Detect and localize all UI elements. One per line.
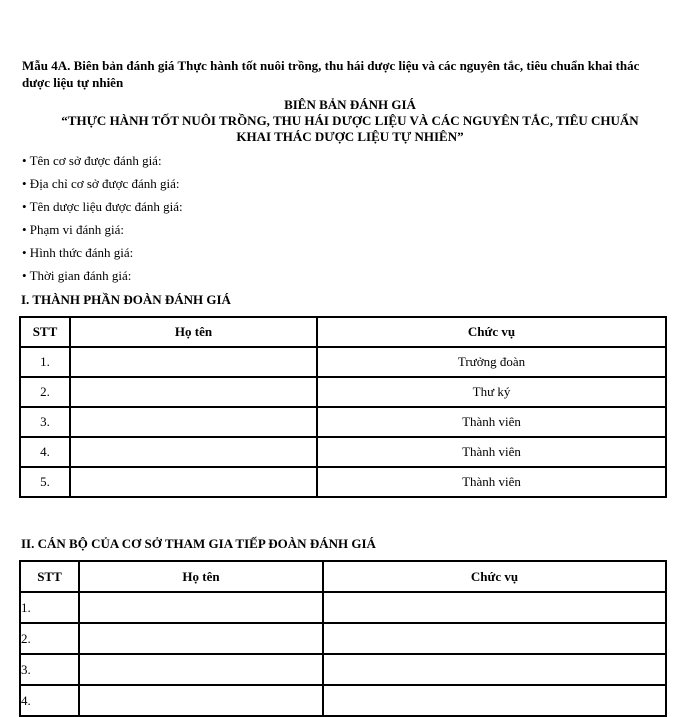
cell-role: Thư ký — [317, 377, 666, 407]
cell-name[interactable] — [70, 437, 317, 467]
cell-name[interactable] — [70, 377, 317, 407]
cell-role[interactable] — [323, 685, 666, 716]
table-header-row — [20, 317, 666, 347]
header-stt: STT — [20, 317, 70, 347]
cell-role: Thành viên — [317, 467, 666, 497]
cell-role[interactable] — [323, 654, 666, 685]
table-row — [20, 654, 666, 685]
cell-role: Thành viên — [317, 407, 666, 437]
assessment-team-table — [19, 316, 667, 498]
info-fields — [22, 152, 662, 290]
table-row — [20, 377, 666, 407]
field-herb-name: • Tên dược liệu được đánh giá: — [22, 199, 183, 214]
table-row — [20, 685, 666, 716]
cell-role[interactable] — [323, 592, 666, 623]
cell-name[interactable] — [70, 347, 317, 377]
facility-staff-table — [19, 560, 667, 717]
table-header-row — [20, 561, 666, 592]
cell-stt: 4. — [20, 437, 70, 467]
table-row — [20, 347, 666, 377]
document-title — [20, 97, 680, 145]
table-row — [20, 592, 666, 623]
form-heading: Mẫu 4A. Biên bản đánh giá Thực hành tốt nuôi trồng, thu hái dược liệu và các nguyên tắc, tiêu chuẩn khai thác dược liệu tự nhiên — [22, 58, 640, 90]
cell-role[interactable] — [323, 623, 666, 654]
header-name: Họ tên — [79, 561, 323, 592]
cell-stt: 1. — [20, 347, 70, 377]
table-row — [20, 623, 666, 654]
title-line-2: “THỰC HÀNH TỐT NUÔI TRỒNG, THU HÁI DƯỢC LIỆU VÀ CÁC NGUYÊN TẮC, TIÊU CHUẨN — [61, 113, 639, 128]
cell-stt: 3. — [20, 654, 79, 685]
table-row — [20, 437, 666, 467]
cell-role: Thành viên — [317, 437, 666, 467]
cell-name[interactable] — [79, 623, 323, 654]
field-assessment-form: • Hình thức đánh giá: — [22, 245, 134, 260]
cell-name[interactable] — [79, 685, 323, 716]
field-scope: • Phạm vi đánh giá: — [22, 222, 125, 237]
title-line-1: BIÊN BẢN ĐÁNH GIÁ — [284, 97, 416, 112]
cell-name[interactable] — [70, 467, 317, 497]
cell-stt: 5. — [20, 467, 70, 497]
cell-stt: 1. — [20, 592, 79, 623]
table-row — [20, 407, 666, 437]
cell-stt: 2. — [20, 377, 70, 407]
header-role: Chức vụ — [317, 317, 666, 347]
header-stt: STT — [20, 561, 79, 592]
cell-name[interactable] — [79, 592, 323, 623]
cell-name[interactable] — [79, 654, 323, 685]
cell-role: Trưởng đoàn — [317, 347, 666, 377]
field-facility-address: • Địa chỉ cơ sở được đánh giá: — [22, 176, 180, 191]
header-name: Họ tên — [70, 317, 317, 347]
section-1-title: I. THÀNH PHẦN ĐOÀN ĐÁNH GIÁ — [21, 292, 231, 307]
section-2-title: II. CÁN BỘ CỦA CƠ SỞ THAM GIA TIẾP ĐOÀN ĐÁNH GIÁ — [21, 536, 376, 551]
cell-stt: 2. — [20, 623, 79, 654]
cell-stt: 3. — [20, 407, 70, 437]
table-row — [20, 467, 666, 497]
title-line-3: KHAI THÁC DƯỢC LIỆU TỰ NHIÊN” — [236, 129, 464, 144]
field-assessment-time: • Thời gian đánh giá: — [22, 268, 132, 283]
header-role: Chức vụ — [323, 561, 666, 592]
cell-name[interactable] — [70, 407, 317, 437]
cell-stt: 4. — [20, 685, 79, 716]
field-facility-name: • Tên cơ sở được đánh giá: — [22, 153, 162, 168]
